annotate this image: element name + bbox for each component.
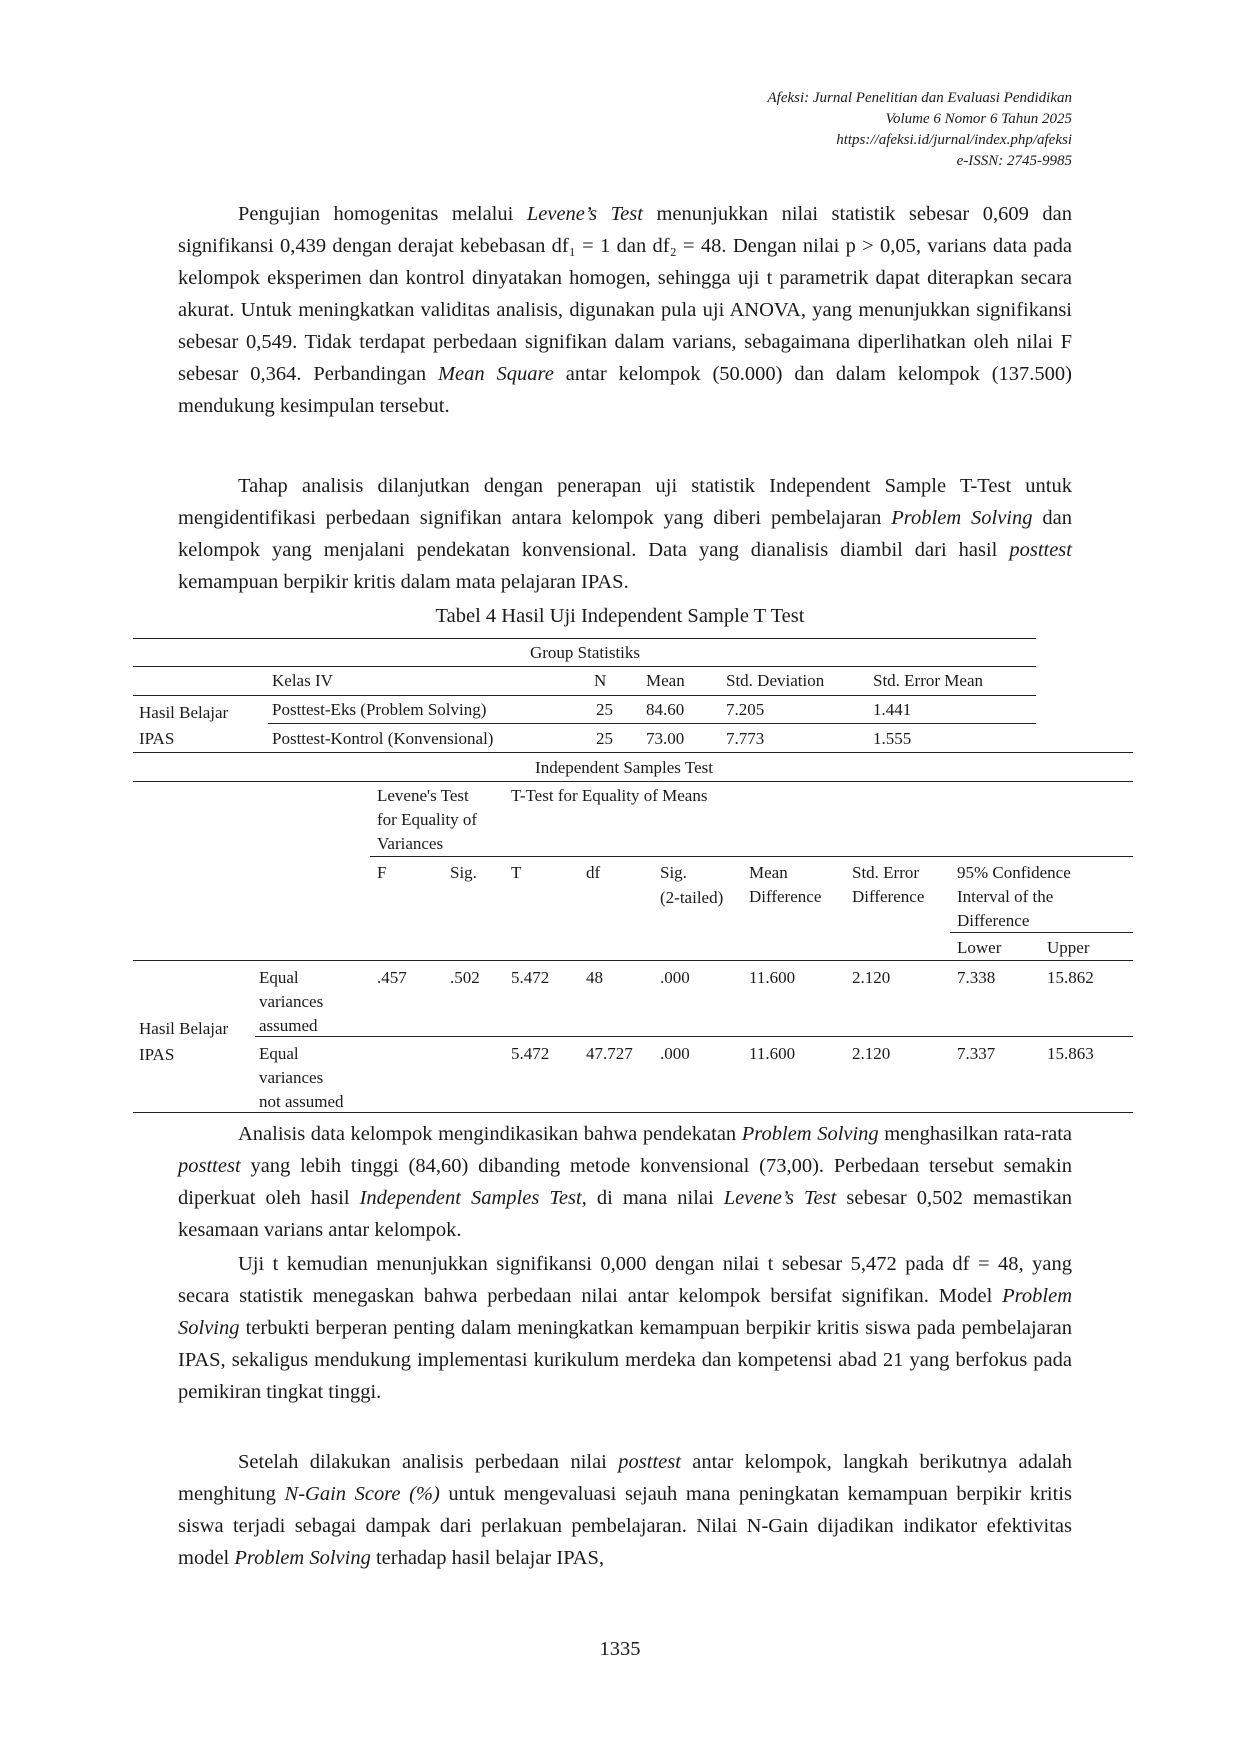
cell-upper: 15.863 (1047, 1044, 1094, 1063)
group-statistics-title: Group Statistiks (529, 643, 641, 662)
table-rule (133, 781, 1133, 782)
text-run: Uji t kemudian menunjukkan signifikansi 0,000 dengan nilai t sebesar 5,472 pada df = 48, yang secara statistik menegaskan bahwa perbedaan nilai antar kelompok bersifat signifikan. Model (178, 1253, 1072, 1307)
cell-lower: 7.338 (957, 968, 996, 987)
text-run: dan kelompok yang menjalani pendekatan konvensional. Data yang dianalisis diambil dari hasil (178, 507, 1073, 561)
emphasis: Levene’s Test (526, 203, 643, 225)
row-label: Hasil Belajar (139, 1019, 229, 1038)
col-df: df (586, 863, 601, 882)
emphasis: Problem Solving (234, 1547, 371, 1569)
cell-t: 5.472 (511, 1044, 550, 1063)
cell-df: 47.727 (586, 1044, 633, 1063)
col-mean: Mean (646, 671, 685, 690)
text-run: antar kelompok (50.000) dan dalam kelompok (137.500) mendukung kesimpulan tersebut. (178, 363, 1072, 417)
text-run: , di mana nilai (581, 1187, 724, 1209)
col-upper: Upper (1047, 938, 1090, 957)
col-f: F (377, 863, 387, 882)
col-n: N (594, 671, 607, 690)
table-caption: Tabel 4 Hasil Uji Independent Sample T Test (435, 605, 805, 627)
cell-upper: 15.862 (1047, 968, 1094, 987)
cell-std-error-difference: 2.120 (852, 1044, 891, 1063)
col-mean-difference: Difference (749, 887, 822, 906)
col-confidence-interval: 95% Confidence (957, 863, 1071, 882)
col-sig: Sig. (450, 863, 477, 882)
table-rule (255, 1036, 1133, 1037)
journal-url: https://afeksi.id/jurnal/index.php/afeksi (836, 132, 1072, 148)
cell-sd: 7.773 (726, 729, 765, 748)
col-mean-difference: Mean (749, 863, 788, 882)
paragraph-group-analysis (178, 1118, 1072, 1246)
row-label: IPAS (139, 729, 175, 748)
cell-sig: .502 (450, 968, 480, 987)
table-rule (133, 666, 1036, 667)
table-rule (133, 695, 1036, 696)
cell-sd: 7.205 (726, 700, 765, 719)
text-run: Pengujian homogenitas melalui (238, 203, 527, 225)
table-rule (133, 638, 1036, 639)
col-std-error-mean: Std. Error Mean (873, 671, 984, 690)
cell-n: 25 (596, 729, 613, 748)
journal-volume: Volume 6 Nomor 6 Tahun 2025 (885, 111, 1072, 127)
cell-std-error-difference: 2.120 (852, 968, 891, 987)
cell-kelas: Posttest-Kontrol (Konvensional) (272, 729, 494, 748)
text-run: terbukti berperan penting dalam meningkatkan kemampuan berpikir kritis siswa pada pembelajaran IPAS, sekaligus mendukung implementasi kurikulum merdeka dan kompetensi abad 21 yang berfokus pada pemikiran tingkat tinggi. (178, 1317, 1072, 1403)
text-run: Analisis data kelompok mengindikasikan bahwa pendekatan (238, 1123, 742, 1145)
cell-n: 25 (596, 700, 613, 719)
table-rule (268, 723, 1036, 724)
emphasis: Problem Solving (891, 507, 1033, 529)
cell-mean: 73.00 (646, 729, 685, 748)
col-sig-2tailed: Sig. (660, 863, 687, 882)
row-label: Hasil Belajar (139, 703, 229, 722)
cell-f: .457 (377, 968, 407, 987)
text-run: terhadap hasil belajar IPAS, (370, 1547, 605, 1569)
emphasis: posttest (1009, 539, 1072, 561)
text-run: Tahap analisis dilanjutkan dengan penerapan uji statistik Independent Sample T-Test untuk mengidentifikasi perbedaan signifikan antara kelompok yang diberi pembelajaran (178, 475, 1072, 529)
table-rule (133, 752, 1133, 753)
col-sig-2tailed: (2-tailed) (660, 888, 724, 907)
levene-header: for Equality of (377, 810, 478, 829)
journal-name: Afeksi: Jurnal Penelitian dan Evaluasi Pendidikan (767, 90, 1072, 106)
cell-variance-label: assumed (259, 1016, 318, 1035)
cell-sig-2tailed: .000 (660, 1044, 690, 1063)
text-run: Setelah dilakukan analisis perbedaan nilai (238, 1451, 619, 1473)
text-run: untuk mengevaluasi sejauh mana peningkatan kemampuan berpikir kritis siswa terjadi sebagai dampak dari perlakuan pembelajaran. Nilai N-Gain dijadikan indikator efektivitas model (178, 1483, 1072, 1569)
cell-mean-difference: 11.600 (749, 968, 796, 987)
levene-header: Variances (377, 834, 444, 853)
cell-mean-difference: 11.600 (749, 1044, 796, 1063)
col-t: T (511, 863, 522, 882)
cell-kelas: Posttest-Eks (Problem Solving) (272, 700, 487, 719)
emphasis: Problem Solving (178, 1285, 1072, 1339)
cell-t: 5.472 (511, 968, 550, 987)
col-confidence-interval: Interval of the (957, 887, 1054, 906)
text-run: sebesar 0,502 memastikan kesamaan varians antar kelompok. (178, 1187, 1073, 1241)
cell-sem: 1.555 (873, 729, 912, 748)
page-number: 1335 (599, 1638, 641, 1660)
cell-variance-label: variances (259, 992, 324, 1011)
row-label: IPAS (139, 1045, 175, 1064)
table-rule (950, 932, 1133, 933)
paragraph-t-result (178, 1248, 1072, 1408)
text-run: menghasilkan rata-rata (878, 1123, 1072, 1145)
col-confidence-interval: Difference (957, 911, 1030, 930)
cell-sig-2tailed: .000 (660, 968, 690, 987)
emphasis: N-Gain Score (%) (284, 1483, 440, 1505)
ttest-header: T-Test for Equality of Means (511, 786, 708, 805)
col-std-deviation: Std. Deviation (726, 671, 825, 690)
cell-df: 48 (586, 968, 603, 987)
col-std-error-difference: Std. Error (852, 863, 920, 882)
emphasis: Mean Square (437, 363, 554, 385)
emphasis: Independent Samples Test (359, 1187, 582, 1209)
col-std-error-difference: Difference (852, 887, 925, 906)
independent-samples-title: Independent Samples Test (535, 758, 713, 777)
cell-variance-label: not assumed (259, 1092, 344, 1111)
col-kelas: Kelas IV (272, 671, 333, 690)
cell-sem: 1.441 (873, 700, 912, 719)
text-run: antar kelompok, langkah berikutnya adalah menghitung (178, 1451, 1072, 1505)
table-rule (133, 960, 1133, 961)
cell-lower: 7.337 (957, 1044, 996, 1063)
journal-issn: e-ISSN: 2745-9985 (956, 153, 1072, 169)
emphasis: Levene’s Test (723, 1187, 837, 1209)
text-run: menunjukkan nilai statistik sebesar 0,609 dan signifikansi 0,439 dengan derajat kebebasan df₁ = 1 dan df₂ = 48. Dengan nilai p > 0,05, varians data pada kelompok eksperimen dan kontrol dinyatakan homogen, sehingga uji t parametrik dapat diterapkan secara akurat. Untuk meningkatkan validitas analisis, digunakan pula uji ANOVA, yang menunjukkan signifikansi sebesar 0,549. Tidak terdapat perbedaan signifikan dalam varians, sebagaimana diperlihatkan oleh nilai F sebesar 0,364. Perbandingan (178, 203, 1073, 385)
emphasis: Problem Solving (741, 1123, 879, 1145)
cell-mean: 84.60 (646, 700, 685, 719)
cell-variance-label: Equal (259, 968, 299, 987)
table-rule (370, 856, 1133, 857)
paragraph-ngain (178, 1446, 1072, 1574)
emphasis: posttest (618, 1451, 681, 1473)
col-lower: Lower (957, 938, 1002, 957)
emphasis: posttest (178, 1155, 241, 1177)
text-run: kemampuan berpikir kritis dalam mata pelajaran IPAS. (178, 571, 629, 593)
cell-variance-label: Equal (259, 1044, 299, 1063)
levene-header: Levene's Test (377, 786, 469, 805)
text-run: yang lebih tinggi (84,60) dibanding metode konvensional (73,00). Perbedaan tersebut semakin diperkuat oleh hasil (178, 1155, 1072, 1209)
cell-variance-label: variances (259, 1068, 324, 1087)
